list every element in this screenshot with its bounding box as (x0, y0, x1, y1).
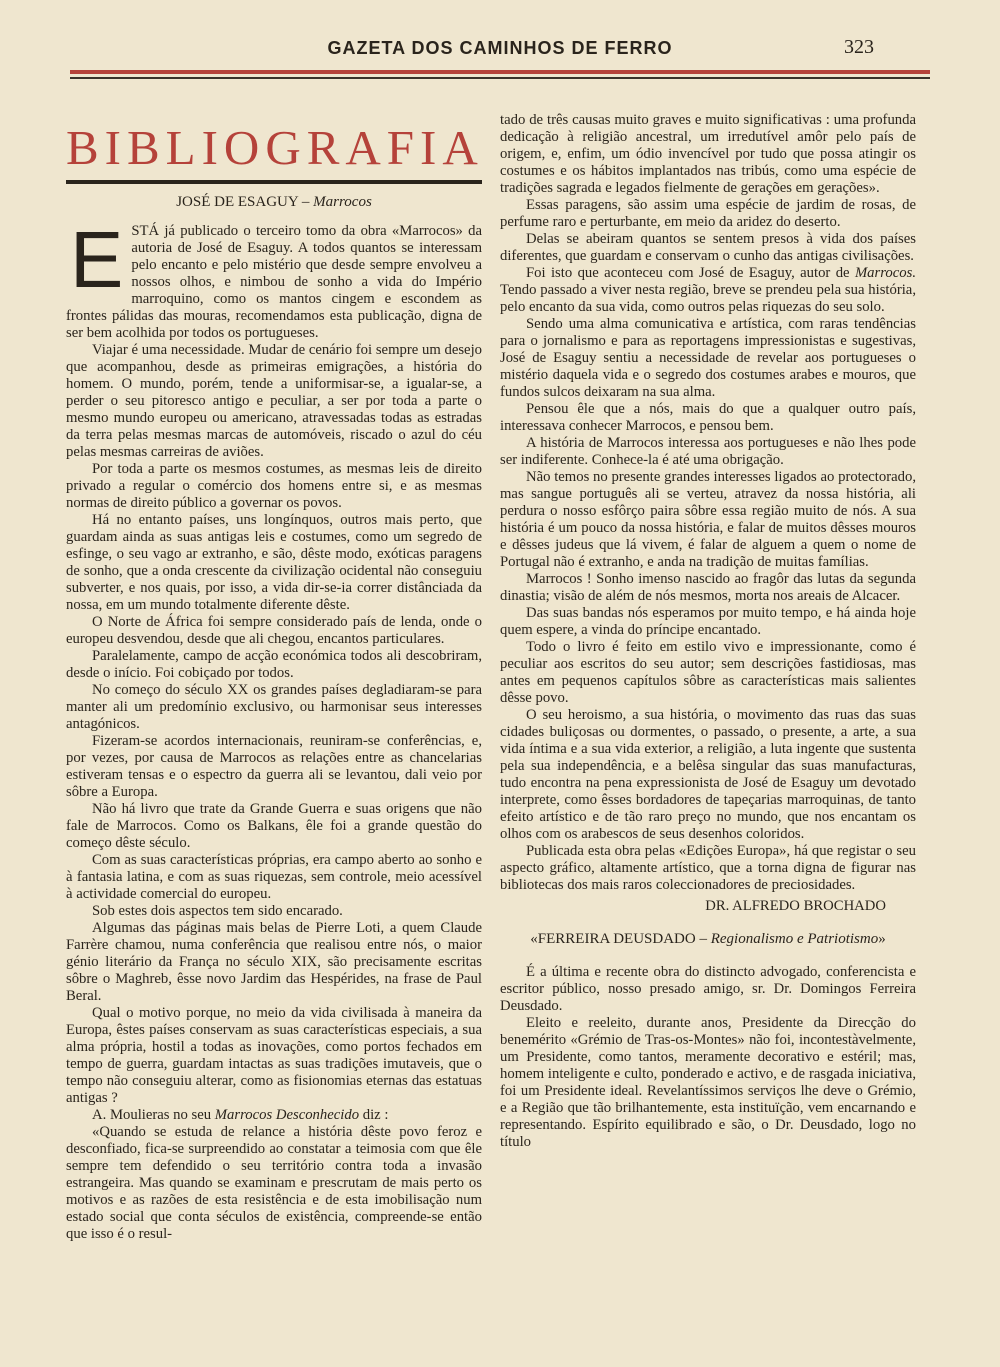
body-paragraph: Viajar é uma necessidade. Mudar de cenário foi sempre um desejo que acompanhou, desde as primeiras emigrações, a história do homem. O mundo, porém, tende a uniformisar-se, a igualar-se, a perder o seu pitoresco antigo e peculiar, a ser por toda a parte o mesmo mundo europeu ou americano, atravessadas todas as estradas da terra pelas mesmas marcas de automóveis, riscado o azul do céu pelas mesmas carreiras de aviões. (66, 342, 482, 460)
page-header (70, 36, 930, 66)
body-paragraph: A história de Marrocos interessa aos portugueses e não lhes pode ser indiferente. Conhece-la é até uma obrigação. (500, 435, 916, 468)
body-paragraph: Há no entanto países, uns longínquos, outros mais perto, que guardam ainda as suas antigas leis e costumes, como um segredo de esfinge, o seu vago ar extranho, e são, dêste modo, exóticas paragens de sonho, que a onda crescente da civilização ocidental não conseguiu subverter, e nos quais, por isso, a vida dir-se-ia correr distânciada da nossa, em um mundo totalmente diferente dêste. (66, 512, 482, 613)
article2-paragraph: É a última e recente obra do distincto advogado, conferencista e escritor público, nosso presado amigo, sr. Dr. Domingos Ferreira Deusdado. (500, 964, 916, 1014)
book-title-inline: Marrocos. (854, 265, 916, 281)
article-intro-paragraph (66, 215, 482, 342)
left-paragraphs (66, 342, 482, 1107)
body-paragraph: Todo o livro é feito em estilo vivo e impressionante, como é peculiar aos escritos do seu autor; sem descrições fastidiosas, mas antes em pequenos capítulos sôbre as características mais salientes dêsse povo. (500, 639, 916, 706)
body-paragraph: Paralelamente, campo de acção económica todos ali descobriram, desde o início. Foi cobiçado por todos. (66, 648, 482, 681)
article2-paragraphs (500, 964, 916, 1151)
section-title-rule (66, 180, 482, 184)
header-rule-red (70, 70, 930, 74)
body-paragraph: Pensou êle que a nós, mais do que a qualquer outro país, interessava conhecer Marrocos, e pensou bem. (500, 401, 916, 434)
right-paragraphs-b (500, 316, 916, 894)
body-paragraph: Por toda a parte os mesmos costumes, as mesmas leis de direito privado a regular o comércio dos homens entre si, e as mesmas normas de direito público a governar os povos. (66, 461, 482, 511)
publication-title: GAZETA DOS CAMINHOS DE FERRO (327, 38, 673, 58)
right-paragraphs-a (500, 197, 916, 265)
quote-intro: A. Moulieras no seu Marrocos Desconhecido diz : (92, 1107, 389, 1123)
article-author: JOSÉ DE ESAGUY (176, 194, 299, 210)
body-paragraph: Delas se abeiram quantos se sentem presos à vida dos países diferentes, que guardam e conservam o cunho das antigas civilisações. (500, 231, 916, 264)
article-book-title: Marrocos (313, 194, 372, 210)
article2-heading: «FERREIRA DEUSDADO – Regionalismo e Patriotismo» (530, 931, 886, 947)
intro-text: STÁ já publicado o terceiro tomo da obra «Marrocos» da autoria de José de Esaguy. A todos quantos se interessam pelo encanto e pelo mistério que desde sempre envolveu a nossos olhos, e nimbou de sonho a vida do Império marroquino, como os mantos cingem e escondem as frontes pálidas das mouras, recomendamos esta publicação, digna de ser bem acolhida por todos os portugueses. (66, 223, 482, 341)
header-rule-dark (70, 77, 930, 79)
article2-book-title: Regionalismo e Patriotismo (710, 931, 879, 947)
body-paragraph: O Norte de África foi sempre considerado país de lenda, onde o europeu desvendou, desde que ali chegou, encantos particulares. (66, 614, 482, 647)
body-paragraph: Sob estes dois aspectos tem sido encarado. (92, 903, 343, 919)
section-title: BIBLIOGRAFIA (66, 120, 484, 175)
article2-author: «FERREIRA DEUSDADO (530, 931, 696, 947)
body-paragraph: Sendo uma alma comunicativa e artística, com raras tendências para o jornalismo e para as reportagens impressionistas e sugestivas, José de Esaguy sentiu a necessidade de revelar aos portugueses o mistério daquela vida e o segredo dos costumes arabes e mouros, que fundos sulcos deixaram na sua alma. (500, 316, 916, 400)
body-paragraph: O seu heroismo, a sua história, o movimento das ruas das suas cidades buliçosas ou dormentes, o passado, o presente, a arte, a sua vida íntima e a sua vida exterior, a religião, a luta ingente que sustenta pela sua independência, e a belêsa singular das suas manufacturas, tudo encontra na pena expressionista de José de Esaguy um devotado interprete, como êsses bordadores de tapeçarias marroquinas, de tanto efeito artístico e de tão raro preço no mundo, que nos encantam os olhos com os arabescos de seus desenhos coloridos. (500, 707, 916, 842)
drop-cap: E (70, 215, 124, 304)
left-column (66, 112, 482, 1243)
article-heading (66, 194, 482, 211)
body-paragraph: Algumas das páginas mais belas de Pierre Loti, a quem Claude Farrère chamou, numa conferência que realisou entre nós, o maior génio literário da França no século XIX, são precisamente escritas sôbre o Maghreb, êsse novo Jardim das Hespérides, na frase de Paul Beral. (66, 920, 482, 1004)
paragraph-foi-isto: Foi isto que aconteceu com José de Esaguy, autor de Marrocos. Tendo passado a viver nesta região, breve se prendeu pela sua história, pelo encanto da sua vida, como outros pelas riquezas do seu solo. (500, 265, 916, 315)
body-paragraph: Essas paragens, são assim uma espécie de jardim de rosas, de perfume raro e perturbante, em meio da aridez do deserto. (500, 197, 916, 230)
body-paragraph: Qual o motivo porque, no meio da vida civilisada à maneira da Europa, êstes países conservam as suas características especiais, a sua alma própria, hostil a todas as inovações, como portos fechados em tempo de guerra, guardam intactas as suas tradições imutaveis, que o tempo não conseguiu alterar, como as fisionomias eternas das estatuas antigas ? (66, 1005, 482, 1106)
right-column (500, 112, 916, 1151)
page-number: 323 (844, 36, 874, 58)
body-paragraph: Não temos no presente grandes interesses ligados ao protectorado, mas sangue português ali se verteu, atravez da nossa história, ali perdura o nosso esfôrço paira sôbre essa região muito de nós. A sua história é um pouco da nossa história, e falar de muitos dêsses mouros e dêsses judeus que lá vivem, é falar de alguem a quem o nome de Portugal não é extranho, e anda na tradição de muitas famílias. (500, 469, 916, 570)
author-signature: DR. ALFREDO BROCHADO (705, 898, 886, 914)
body-paragraph: Das suas bandas nós esperamos por muito tempo, e há ainda hoje quem espere, a vinda do príncipe encantado. (500, 605, 916, 638)
quote-text-part2: tado de três causas muito graves e muito significativas : uma profunda dedicação à religião ancestral, um irredutível amôr pelo país de origem, e, enfim, um ódio invencível por tudo que possa atingir os costumes e os hábitos implantados nas tribús, como uma espécie de tradições sagrada e legados fielmente de gerações em gerações». (500, 112, 916, 196)
heading-dash: – (298, 194, 314, 210)
body-paragraph: No começo do século XX os grandes países degladiaram-se para manter ali um predomínio exclusivo, ou harmonisar seus interesses antagónicos. (66, 682, 482, 732)
body-paragraph: Marrocos ! Sonho imenso nascido ao fragôr das lutas da segunda dinastia; visão de além de nós mesmos, morta nos areais de Alcacer. (500, 571, 916, 604)
quoted-book-title: Marrocos Desconhecido (214, 1107, 360, 1123)
body-paragraph: Publicada esta obra pelas «Edições Europa», há que registar o seu aspecto gráfico, altamente artístico, que a torna digna de figurar nas bibliotecas dos mais raros coleccionadores de preciosidades. (500, 843, 916, 893)
body-paragraph: Não há livro que trate da Grande Guerra e suas origens que não fale de Marrocos. Como os Balkans, êle foi a grande questão do começo dêste século. (66, 801, 482, 851)
quote-text-part1: «Quando se estuda de relance a história dêste povo feroz e desconfiado, fica-se surpreendido ao constatar a teimosia com que êle sempre tem defendido o seu território contra toda a invasão estrangeira. Mas quando se examinam e prescrutam de mais perto os motivos e as razões de esta resistência e de esta imobilisação num estado social que conta séculos de existência, compreende-se então que isso é o resul- (66, 1124, 482, 1242)
body-paragraph: Fizeram-se acordos internacionais, reuniram-se conferências, e, por vezes, por causa de Marrocos as relações entre as chancelarias estiveram tensas e o espectro da guerra ali se levantou, dali veio por sôbre a Europa. (66, 733, 482, 800)
body-paragraph: Com as suas características próprias, era campo aberto ao sonho e à fantasia latina, e com as suas riquezas, sem controle, meio acessível à actividade comercial do europeu. (66, 852, 482, 902)
article2-paragraph: Eleito e reeleito, durante anos, Presidente da Direcção do benemérito «Grémio de Tras-os-Montes» não foi, incontestàvelmente, um Presidente, como tantos, meramente decorativo e estéril; mas, homem inteligente e culto, ponderado e activo, e de rasgada iniciativa, foi um Presidente ideal. Revelantíssimos serviços lhe deve o Grémio, e a Região que tão brilhantemente, esta instituïção, vem encarnando e representando. Espírito equilibrado e são, o Dr. Deusdado, logo no título (500, 1015, 916, 1150)
